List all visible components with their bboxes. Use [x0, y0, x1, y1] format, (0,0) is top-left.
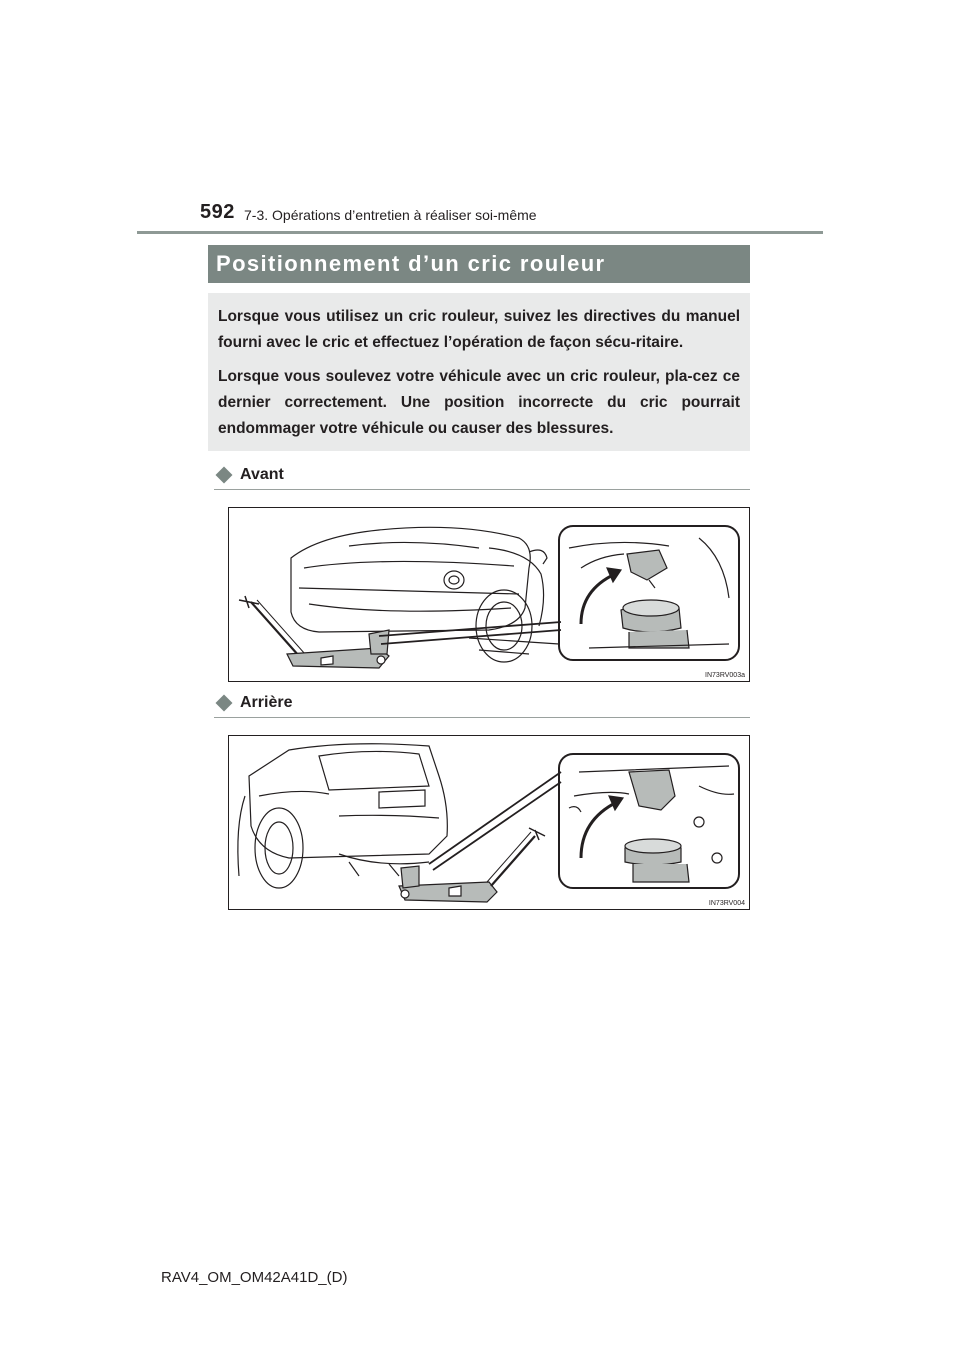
front-jack-illustration	[229, 508, 749, 681]
figure-front-code: IN73RV003a	[705, 672, 745, 679]
diamond-icon	[216, 467, 233, 484]
subhead-front-label: Avant	[240, 466, 284, 483]
subhead-rear	[218, 694, 292, 712]
subhead-front	[218, 466, 284, 484]
subhead-front-rule	[214, 489, 750, 490]
subhead-rear-label: Arrière	[240, 694, 293, 711]
subhead-rear-rule	[214, 717, 750, 718]
figure-rear-code: IN73RV004	[708, 900, 745, 907]
intro-box	[208, 293, 750, 451]
rear-jack-illustration	[229, 736, 749, 909]
figure-front-jack	[228, 507, 750, 682]
header-rule	[137, 231, 823, 234]
intro-paragraph-2: Lorsque vous soulevez votre véhicule avec un cric rouleur, pla-cez ce dernier correctement. Une position incorrecte du cric pourrait endommager votre véhicule ou causer des blessures.	[218, 368, 740, 437]
page-number: 592	[200, 201, 235, 223]
section-header: 7-3. Opérations d’entretien à réaliser soi-même	[244, 207, 537, 223]
diamond-icon	[216, 695, 233, 712]
intro-paragraph-1: Lorsque vous utilisez un cric rouleur, suivez les directives du manuel fourni avec le cric et effectuez l’opération de façon sécu-ritaire.	[218, 308, 740, 351]
page-title: Positionnement d’un cric rouleur	[216, 251, 606, 276]
figure-rear-jack	[228, 735, 750, 910]
footer-doc-id: RAV4_OM_OM42A41D_(D)	[161, 1269, 348, 1286]
title-bar	[208, 245, 750, 283]
